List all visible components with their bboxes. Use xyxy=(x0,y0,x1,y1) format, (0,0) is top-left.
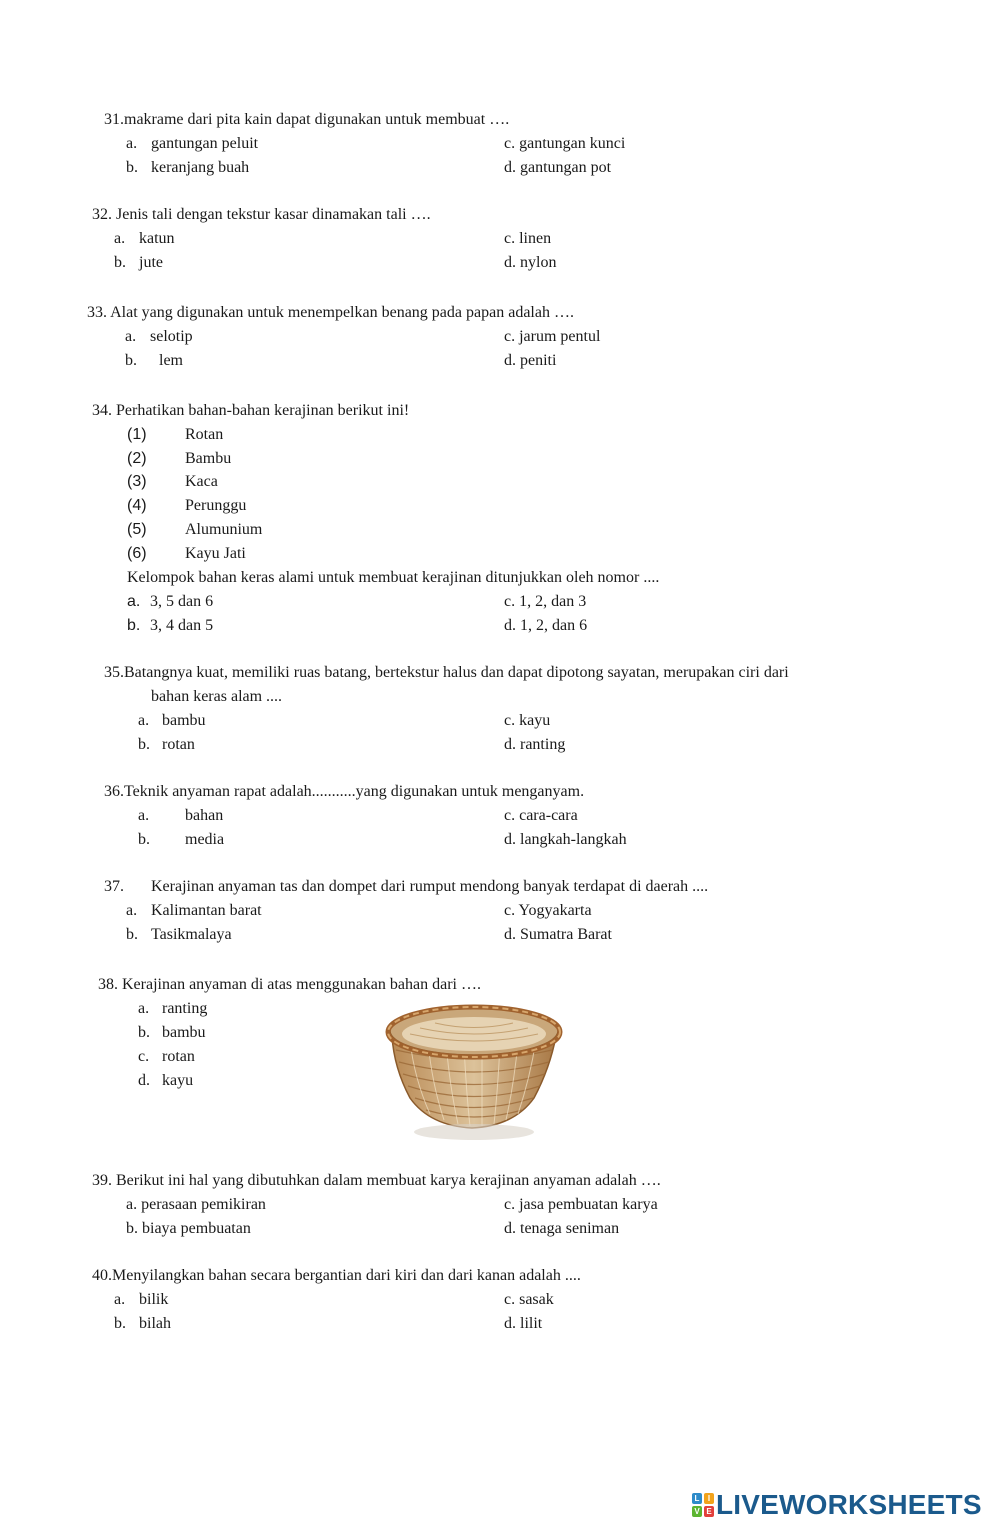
q39-option-d[interactable]: d. tenaga seniman xyxy=(504,1220,620,1237)
question-35-prompt-continued: bahan keras alam .... xyxy=(151,688,283,705)
q35-option-a-letter: a. xyxy=(138,712,150,729)
q36-option-a[interactable]: bahan xyxy=(185,807,224,824)
q37-option-b-letter: b. xyxy=(126,926,138,943)
q32-option-a[interactable]: katun xyxy=(139,230,175,247)
q31-option-a[interactable]: gantungan peluit xyxy=(151,135,259,152)
q34-sub-prompt: Kelompok bahan keras alami untuk membuat kerajinan ditunjukkan oleh nomor .... xyxy=(127,569,660,586)
q35-option-b[interactable]: rotan xyxy=(162,736,195,753)
q40-option-a-letter: a. xyxy=(114,1291,126,1308)
q34-option-b-letter: b. xyxy=(127,617,141,634)
q33-option-a-letter: a. xyxy=(125,328,137,345)
q38-option-c[interactable]: rotan xyxy=(162,1048,195,1065)
logo-letter-l: L xyxy=(692,1493,702,1504)
q32-option-d[interactable]: d. nylon xyxy=(504,254,557,271)
q34-item-4: Perunggu xyxy=(185,497,247,514)
question-40-prompt: 40.Menyilangkan bahan secara bergantian dari kiri dan dari kanan adalah .... xyxy=(92,1267,581,1284)
q31-option-c[interactable]: c. gantungan kunci xyxy=(504,135,626,152)
q35-option-d[interactable]: d. ranting xyxy=(504,736,566,753)
q34-option-a[interactable]: 3, 5 dan 6 xyxy=(150,593,214,610)
question-36-prompt: 36.Teknik anyaman rapat adalah...........yang digunakan untuk menganyam. xyxy=(104,783,585,800)
q38-option-a[interactable]: ranting xyxy=(162,1000,208,1017)
q39-option-c[interactable]: c. jasa pembuatan karya xyxy=(504,1196,658,1213)
question-31-prompt: 31.makrame dari pita kain dapat digunakan untuk membuat …. xyxy=(104,111,510,128)
q31-option-b[interactable]: keranjang buah xyxy=(151,159,250,176)
q38-option-a-letter: a. xyxy=(138,1000,150,1017)
q31-option-a-letter: a. xyxy=(126,135,138,152)
q34-item-1-number: (1) xyxy=(127,426,147,443)
q37-option-b[interactable]: Tasikmalaya xyxy=(151,926,232,943)
question-39-prompt: 39. Berikut ini hal yang dibutuhkan dalam membuat karya kerajinan anyaman adalah …. xyxy=(92,1172,661,1189)
q32-option-a-letter: a. xyxy=(114,230,126,247)
q34-item-3-number: (3) xyxy=(127,473,147,490)
q34-item-5-number: (5) xyxy=(127,521,147,538)
q40-option-d[interactable]: d. lilit xyxy=(504,1315,543,1332)
logo-letter-e: E xyxy=(704,1506,714,1517)
q37-option-c[interactable]: c. Yogyakarta xyxy=(504,902,592,919)
question-34-prompt: 34. Perhatikan bahan-bahan kerajinan berikut ini! xyxy=(92,402,410,419)
q34-item-5: Alumunium xyxy=(185,521,263,538)
q34-item-3: Kaca xyxy=(185,473,218,490)
q34-option-a-letter: a. xyxy=(127,593,141,610)
q36-option-d[interactable]: d. langkah-langkah xyxy=(504,831,627,848)
q38-option-d-letter: d. xyxy=(138,1072,150,1089)
q31-option-b-letter: b. xyxy=(126,159,138,176)
q37-option-d[interactable]: d. Sumatra Barat xyxy=(504,926,612,943)
q36-option-b-letter: b. xyxy=(138,831,150,848)
q38-option-b[interactable]: bambu xyxy=(162,1024,206,1041)
q33-option-a[interactable]: selotip xyxy=(150,328,193,345)
q34-option-d[interactable]: d. 1, 2, dan 6 xyxy=(504,617,588,634)
q32-option-b-letter: b. xyxy=(114,254,126,271)
q40-option-a[interactable]: bilik xyxy=(139,1291,169,1308)
q40-option-b[interactable]: bilah xyxy=(139,1315,171,1332)
q35-option-c[interactable]: c. kayu xyxy=(504,712,551,729)
q31-option-d[interactable]: d. gantungan pot xyxy=(504,159,612,176)
q34-item-2: Bambu xyxy=(185,450,232,467)
question-37-number: 37. xyxy=(104,878,124,895)
logo-letter-v: V xyxy=(692,1506,702,1517)
q33-option-d[interactable]: d. peniti xyxy=(504,352,557,369)
q36-option-b[interactable]: media xyxy=(185,831,225,848)
liveworksheets-logo[interactable] xyxy=(692,1490,982,1520)
q39-option-a[interactable]: a. perasaan pemikiran xyxy=(126,1196,266,1213)
question-33-prompt: 33. Alat yang digunakan untuk menempelkan benang pada papan adalah …. xyxy=(87,304,574,321)
logo-letter-i: I xyxy=(704,1493,714,1504)
q37-option-a-letter: a. xyxy=(126,902,138,919)
q35-option-b-letter: b. xyxy=(138,736,150,753)
wicker-basket-image xyxy=(380,998,565,1148)
q38-option-d[interactable]: kayu xyxy=(162,1072,194,1089)
q36-option-a-letter: a. xyxy=(138,807,150,824)
q38-option-b-letter: b. xyxy=(138,1024,150,1041)
q34-item-6-number: (6) xyxy=(127,545,147,562)
q34-item-6: Kayu Jati xyxy=(185,545,246,562)
q40-option-c[interactable]: c. sasak xyxy=(504,1291,554,1308)
q34-item-4-number: (4) xyxy=(127,497,147,514)
q38-option-c-letter: c. xyxy=(138,1048,150,1065)
q34-option-b[interactable]: 3, 4 dan 5 xyxy=(150,617,214,634)
question-32-prompt: 32. Jenis tali dengan tekstur kasar dinamakan tali …. xyxy=(92,206,431,223)
q32-option-b[interactable]: jute xyxy=(139,254,163,271)
liveworksheets-wordmark: LIVEWORKSHEETS xyxy=(716,1489,982,1520)
question-38-prompt: 38. Kerajinan anyaman di atas menggunakan bahan dari …. xyxy=(98,976,481,993)
q32-option-c[interactable]: c. linen xyxy=(504,230,552,247)
question-37-prompt: Kerajinan anyaman tas dan dompet dari rumput mendong banyak terdapat di daerah .... xyxy=(151,878,709,895)
q34-item-1: Rotan xyxy=(185,426,224,443)
q37-option-a[interactable]: Kalimantan barat xyxy=(151,902,262,919)
q34-option-c[interactable]: c. 1, 2, dan 3 xyxy=(504,593,587,610)
q34-item-2-number: (2) xyxy=(127,450,147,467)
q36-option-c[interactable]: c. cara-cara xyxy=(504,807,578,824)
q33-option-c[interactable]: c. jarum pentul xyxy=(504,328,601,345)
q39-option-b[interactable]: b. biaya pembuatan xyxy=(126,1220,251,1237)
liveworksheets-logo-icon xyxy=(692,1493,714,1517)
question-35-prompt: 35.Batangnya kuat, memiliki ruas batang, bertekstur halus dan dapat dipotong sayatan, merupakan ciri dari xyxy=(104,664,789,681)
q33-option-b-letter: b. xyxy=(125,352,137,369)
q33-option-b[interactable]: lem xyxy=(159,352,183,369)
q35-option-a[interactable]: bambu xyxy=(162,712,206,729)
q40-option-b-letter: b. xyxy=(114,1315,126,1332)
